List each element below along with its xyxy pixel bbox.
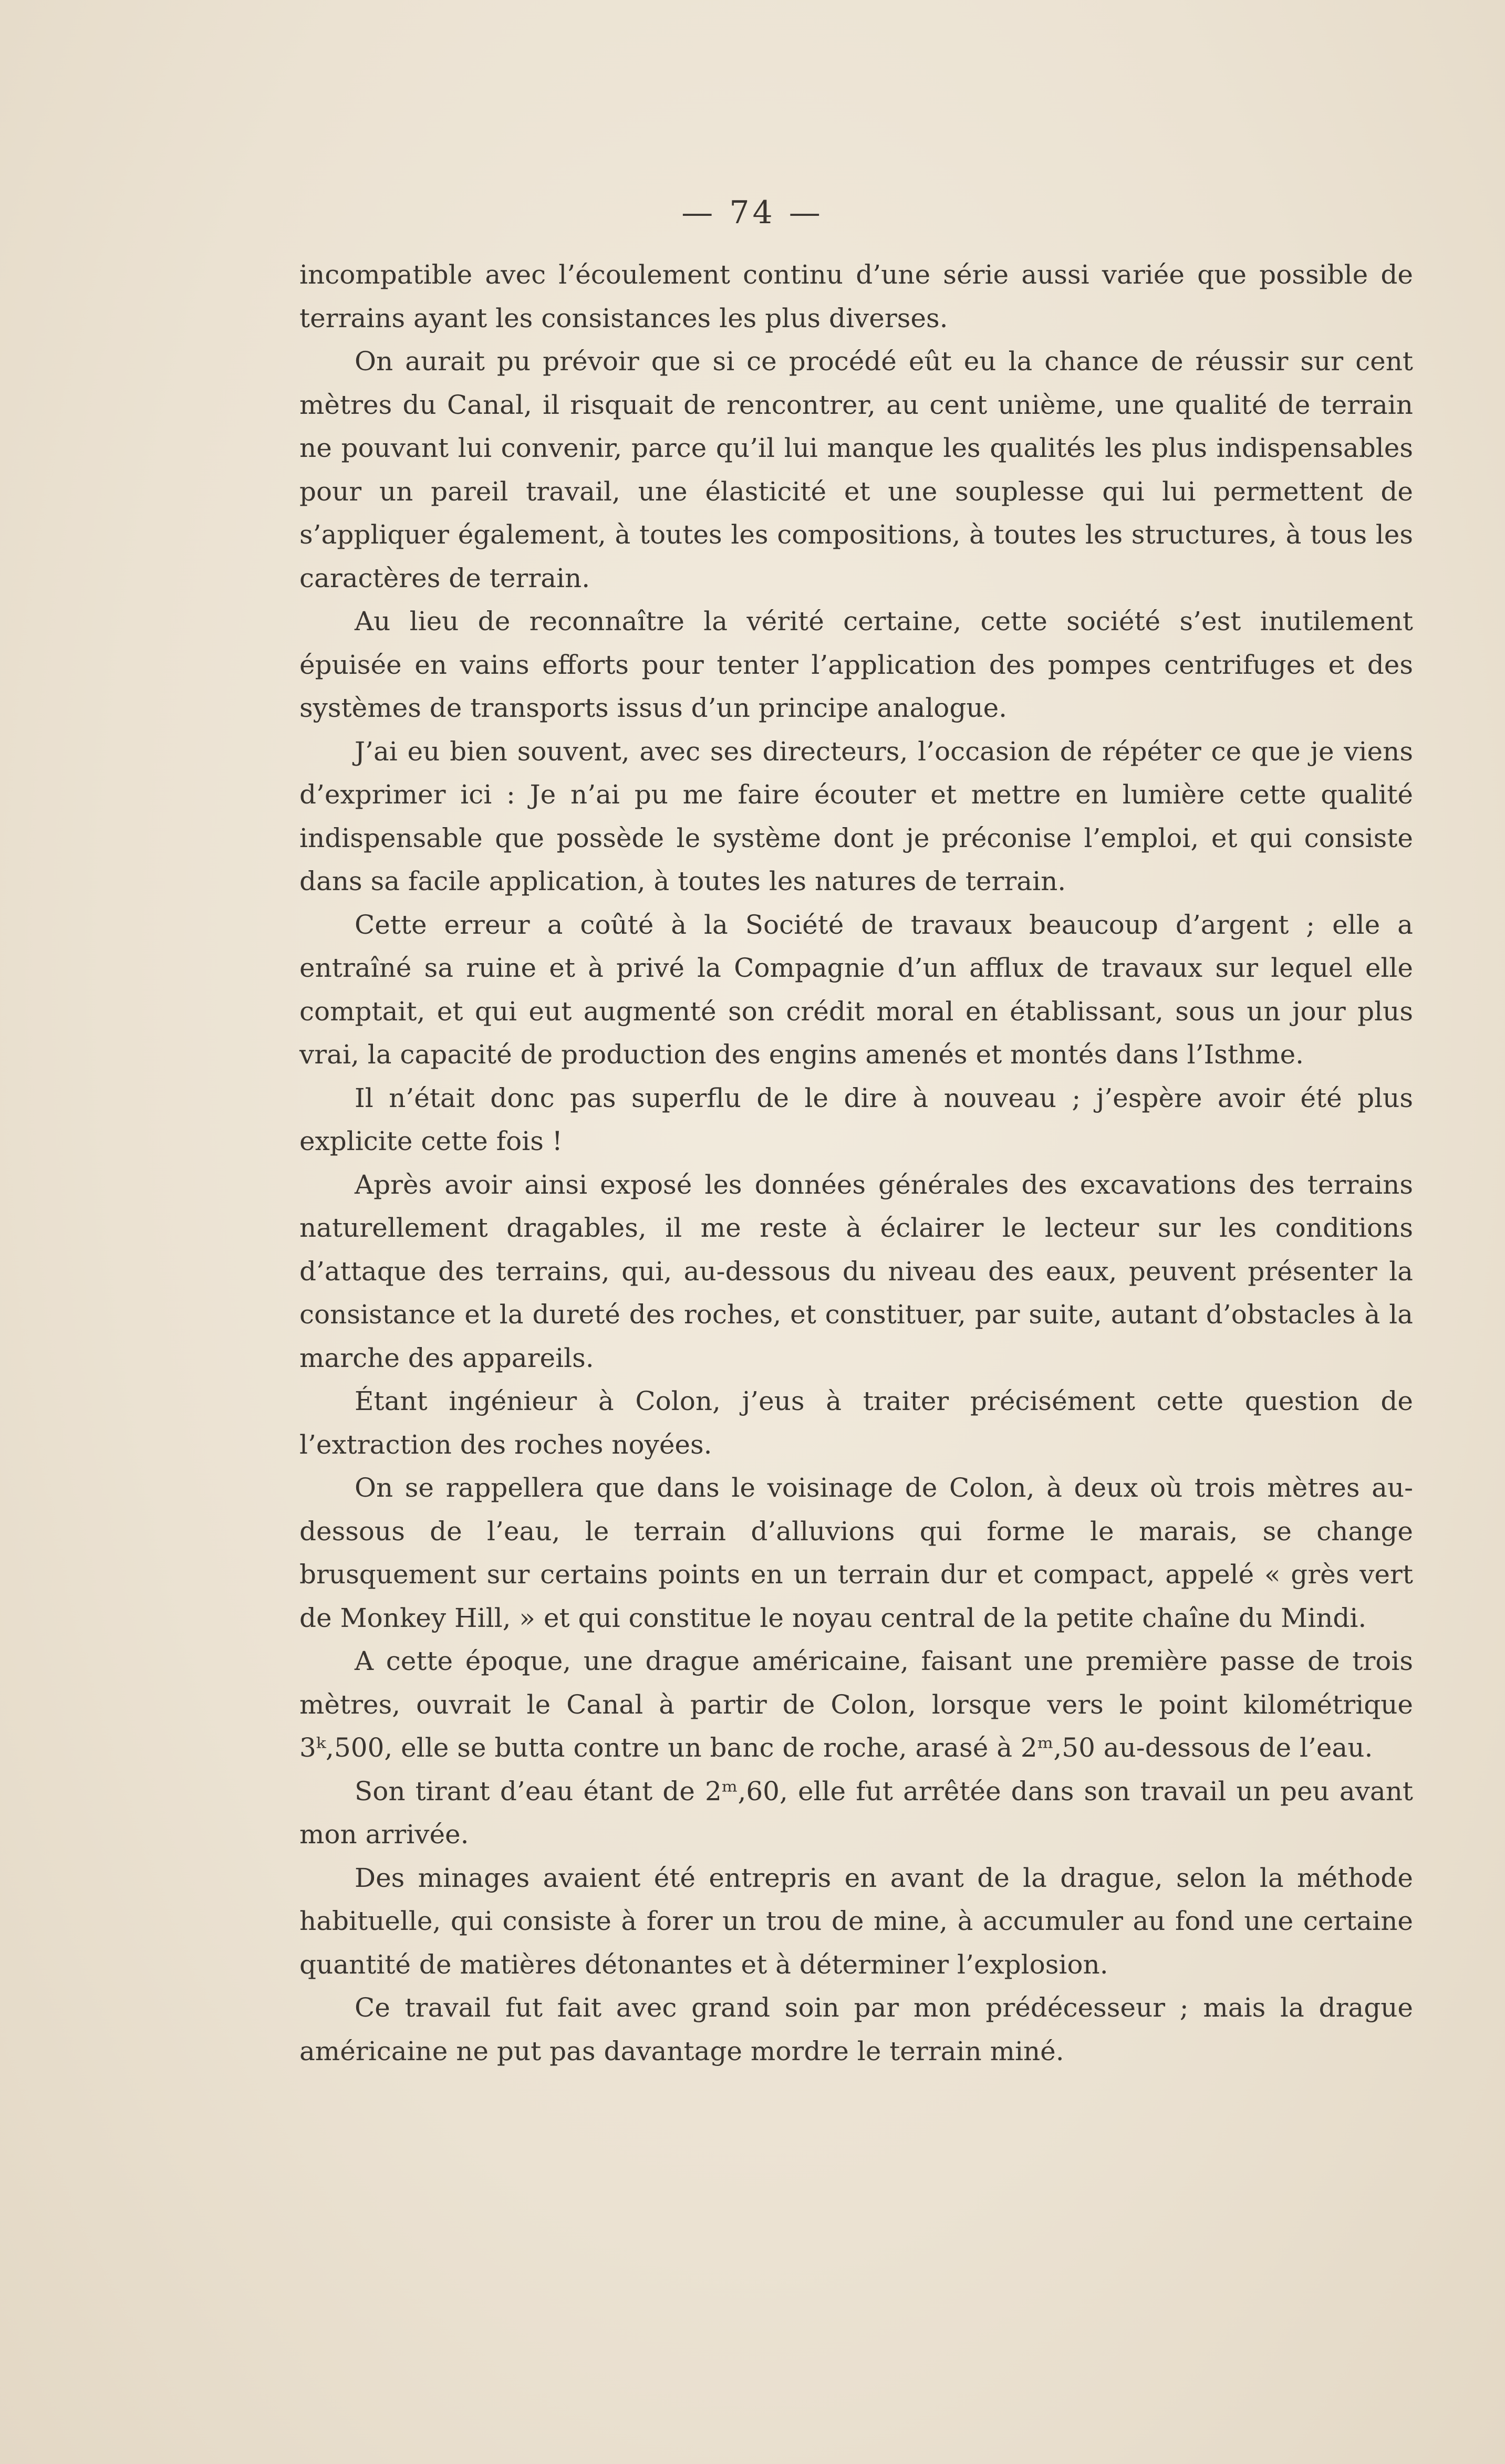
paragraph: Ce travail fut fait avec grand soin par mon prédécesseur ; mais la drague américaine ne put pas davantage mordre le terrain miné.	[299, 1992, 1413, 2066]
paragraph: J’ai eu bien souvent, avec ses directeurs, l’occasion de répéter ce que je viens d’exprimer ici : Je n’ai pu me faire écouter et mettre en lumière cette qualité indispensable que possède le système dont je préconise l’emploi, et qui consiste dans sa facile application, à toutes les natures de terrain.	[299, 736, 1413, 896]
paragraph: Il n’était donc pas superflu de le dire à nouveau ; j’espère avoir été plus explicite cette fois !	[299, 1082, 1413, 1156]
paragraph: Cette erreur a coûté à la Société de travaux beaucoup d’argent ; elle a entraîné sa ruine et à privé la Compagnie d’un afflux de travaux sur lequel elle comptait, et qui eut augmenté son crédit moral en établissant, sous un jour plus vrai, la capacité de production des engins amenés et montés dans l’Isthme.	[299, 909, 1413, 1070]
paragraph: On se rappellera que dans le voisinage de Colon, à deux où trois mètres au-dessous de l’eau, le terrain d’alluvions qui forme le marais, se change brusquement sur certains points en un terrain dur et compact, appelé « grès vert de Monkey Hill, » et qui constitue le noyau central de la petite chaîne du Mindi.	[299, 1473, 1413, 1633]
paragraph: incompatible avec l’écoulement continu d’une série aussi variée que possible de terrains ayant les consistances les plus diverses.	[299, 259, 1413, 333]
page-number: — 74 —	[681, 194, 824, 231]
paragraph: On aurait pu prévoir que si ce procédé eût eu la chance de réussir sur cent mètres du Canal, il risquait de rencontrer, au cent unième, une qualité de terrain ne pouvant lui convenir, parce qu’il lui manque les qualités les plus indispensables pour un pareil travail, une élasticité et une souplesse qui lui permettent de s’appliquer également, à toutes les compositions, à toutes les structures, à tous les caractères de terrain.	[299, 346, 1413, 593]
paragraph: A cette époque, une drague américaine, faisant une première passe de trois mètres, ouvrait le Canal à partir de Colon, lorsque vers le point kilométrique 3ᵏ,500, elle se butta contre un banc de roche, arasé à 2ᵐ,50 au-dessous de l’eau.	[299, 1646, 1413, 1763]
paragraph: Au lieu de reconnaître la vérité certaine, cette société s’est inutilement épuisée en vains efforts pour tenter l’application des pompes centrifuges et des systèmes de transports issus d’un principe analogue.	[299, 606, 1413, 723]
paragraph: Étant ingénieur à Colon, j’eus à traiter précisément cette question de l’extraction des roches noyées.	[299, 1386, 1413, 1460]
text-body	[299, 253, 1413, 2073]
paragraph: Son tirant d’eau étant de 2ᵐ,60, elle fut arrêtée dans son travail un peu avant mon arrivée.	[299, 1776, 1413, 1850]
paragraph: Après avoir ainsi exposé les données générales des excavations des terrains naturellement dragables, il me reste à éclairer le lecteur sur les conditions d’attaque des terrains, qui, au-dessous du niveau des eaux, peuvent présenter la consistance et la dureté des roches, et constituer, par suite, autant d’obstacles à la marche des appareils.	[299, 1169, 1413, 1373]
paragraph: Des minages avaient été entrepris en avant de la drague, selon la méthode habituelle, qui consiste à forer un trou de mine, à accumuler au fond une certaine quantité de matières détonantes et à déterminer l’explosion.	[299, 1862, 1413, 1980]
